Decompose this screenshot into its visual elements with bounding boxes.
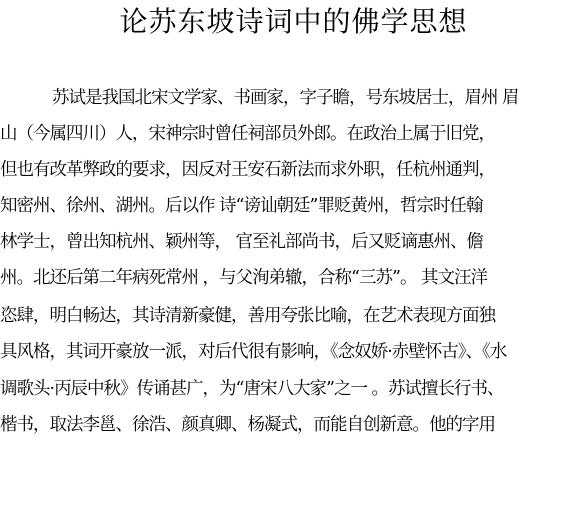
paragraph-line: 林学士，曾出知杭州、颖州等， 官至礼部尚书，后又贬谪惠州、儋 xyxy=(0,232,484,252)
paragraph-line: 苏试是我国北宋文学家、书画家，字子瞻，号东坡居士，眉州 眉 xyxy=(52,88,519,108)
paragraph-line: 具风格，其词开豪放一派，对后代很有影响，《念奴娇·赤壁怀古》、《水 xyxy=(0,342,507,362)
paragraph-line: 调歌头·丙辰中秋》传诵甚广，为“唐宋八大家”之一 。苏试擅长行书、 xyxy=(0,379,504,399)
document-title: 论苏东坡诗词中的佛学思想 xyxy=(119,5,468,38)
paragraph-line: 州。北还后第二年病死常州 ，与父洵弟辙，合称“三苏”。 其文汪洋 xyxy=(0,268,488,288)
paragraph-line: 山（今属四川）人，宋神宗时曾任祠部员外郎。在政治上属于旧党， xyxy=(0,124,495,144)
paragraph-line: 知密州、徐州、湖州。后以作 诗“谤讪朝廷”罪贬黄州，哲宗时任翰 xyxy=(0,196,483,216)
paragraph-line: 恣肆，明白畅达，其诗清新豪健，善用夸张比喻，在艺术表现方面独 xyxy=(0,306,495,326)
paragraph-line: 楷书，取法李邕、徐浩、颜真卿、杨凝式，而能自创新意。他的字用 xyxy=(0,415,495,435)
paragraph-line: 但也有改革弊政的要求，因反对王安石新法而求外职，任杭州通判， xyxy=(0,160,495,180)
